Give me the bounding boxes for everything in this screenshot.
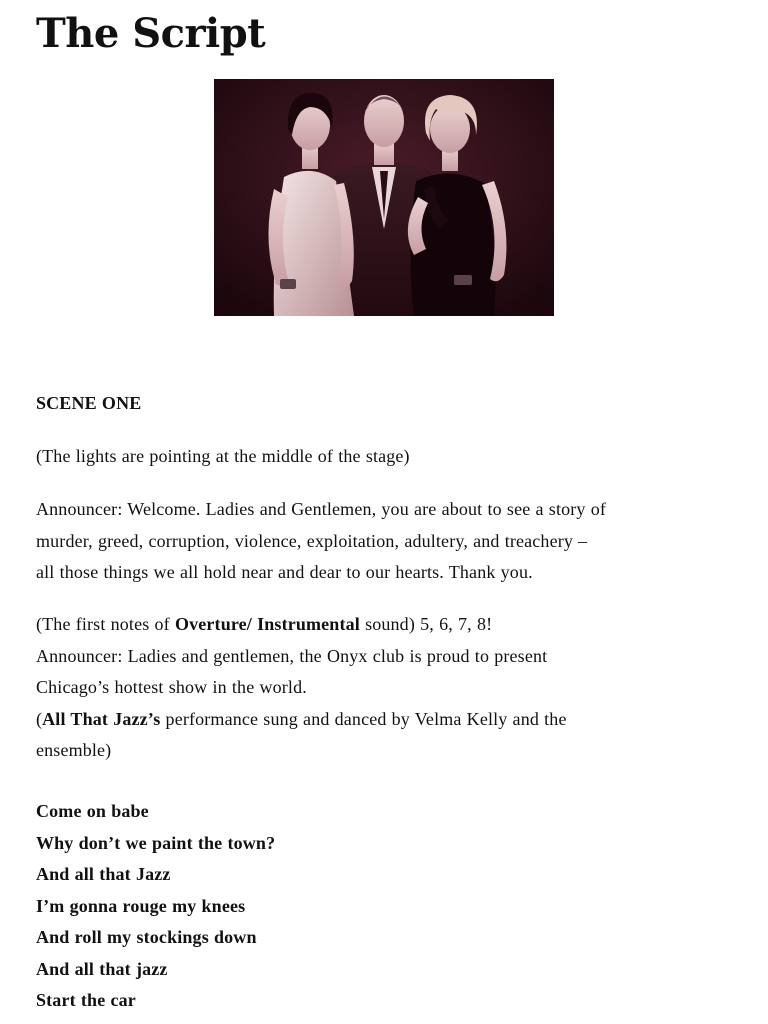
paragraph-line bbox=[36, 609, 736, 641]
page-title: The Script bbox=[36, 10, 266, 57]
paragraph-line bbox=[36, 704, 736, 736]
scene-heading-text: SCENE ONE bbox=[36, 393, 142, 413]
paragraph-line: Announcer: Welcome. Ladies and Gentlemen, you are about to see a story of bbox=[36, 499, 606, 519]
text-run: (The first notes of bbox=[36, 614, 175, 634]
text-run: performance sung and danced by Velma Kelly and the bbox=[160, 708, 567, 729]
cast-photo bbox=[214, 79, 554, 316]
lyric-line: And roll my stockings down bbox=[36, 927, 257, 947]
paragraph-line: all those things we all hold near and dear to our hearts. Thank you. bbox=[36, 562, 533, 582]
cast-photo-illustration bbox=[214, 79, 554, 316]
lyrics-block bbox=[36, 796, 736, 1017]
lyric-line: Start the car bbox=[36, 990, 136, 1010]
overture-paragraph bbox=[36, 609, 736, 767]
lyric-line: And all that jazz bbox=[36, 958, 168, 979]
stage-direction-text: (The lights are pointing at the middle of the stage) bbox=[36, 446, 410, 466]
paragraph-line: Announcer: Ladies and gentlemen, the Onyx club is proud to present bbox=[36, 645, 548, 666]
paragraph-line: murder, greed, corruption, violence, exploitation, adultery, and treachery – bbox=[36, 530, 588, 551]
stage-direction bbox=[36, 441, 736, 473]
paragraph-line: ensemble) bbox=[36, 740, 112, 760]
lyric-line: Why don’t we paint the town? bbox=[36, 832, 276, 853]
paragraph-line: Chicago’s hottest show in the world. bbox=[36, 677, 307, 697]
text-run: ( bbox=[36, 708, 43, 729]
text-run: sound) 5, 6, 7, 8! bbox=[359, 614, 493, 634]
lyric-line: And all that Jazz bbox=[36, 864, 171, 884]
lyric-line: I’m gonna rouge my knees bbox=[36, 895, 246, 916]
scene-heading bbox=[36, 388, 736, 420]
lyric-line: Come on babe bbox=[36, 801, 149, 821]
song-title-all-that-jazz: All That Jazz’s bbox=[42, 708, 161, 729]
announcer-welcome-paragraph bbox=[36, 494, 736, 589]
song-title-overture: Overture/ Instrumental bbox=[174, 614, 360, 634]
